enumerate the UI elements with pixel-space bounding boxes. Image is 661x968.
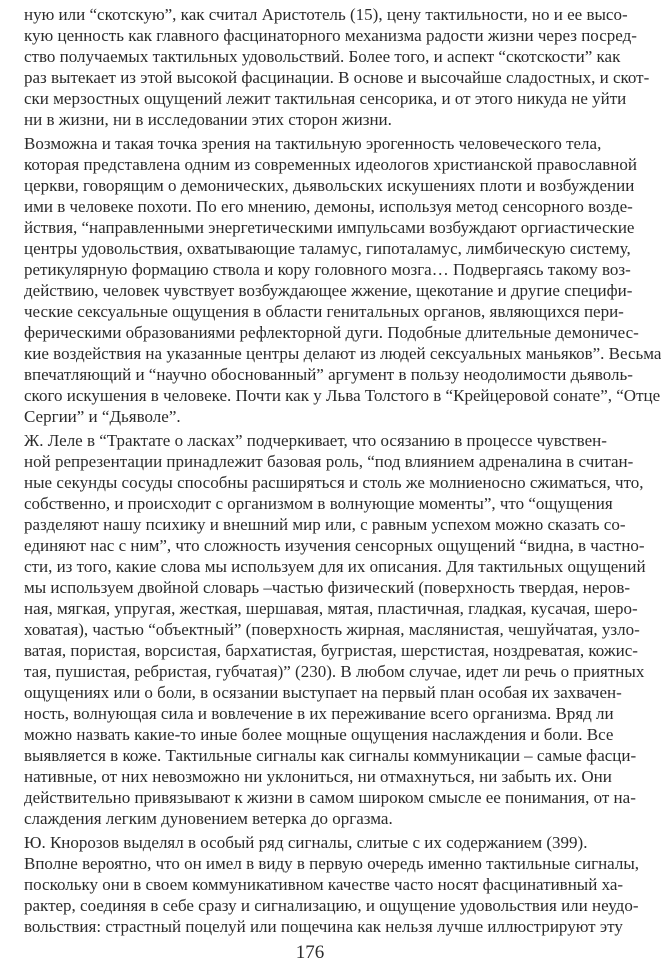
text-line: ферическими образованиями рефлекторной дуги. Подобные длительные демоничес- [24, 323, 639, 342]
text-line: собственно, и происходит с организмом в волнующие моменты”, что “ощущения [24, 494, 613, 513]
text-line: слаждения легким дуновением ветерка до оргазма. [24, 809, 393, 828]
text-line: ные секунды сосуды способны расширяться и столь же молниеносно сжиматься, что, [24, 473, 644, 492]
text-line: центры удовольствия, охватывающие таламус, гипоталамус, лимбическую систему, [24, 239, 631, 258]
text-line: ни в жизни, ни в исследовании этих сторон жизни. [24, 110, 392, 129]
text-line: йствия, “направленными энергетическими импульсами возбуждают оргиастические [24, 218, 635, 237]
text-line: ность, волнующая сила и вовлечение в их переживание всего организма. Вряд ли [24, 704, 614, 723]
text-line: ского искушения в человеке. Почти как у Льва Толстого в “Крейцеровой сонате”, “Отце [24, 386, 661, 405]
text-line: Ж. Леле в “Трактате о ласках” подчеркивает, что осязанию в процессе чувствен- [24, 431, 607, 450]
text-line: ховатая), частью “объектный” (поверхность жирная, маслянистая, чешуйчатая, узло- [24, 620, 640, 639]
text-line: ную или “скотскую”, как считал Аристотель (15), цену тактильности, но и ее высо- [24, 5, 628, 24]
text-line: вольствия: страстный поцелуй или пощечина как нельзя лучше иллюстрируют эту [24, 917, 623, 936]
text-line: ной репрезентации принадлежит базовая роль, “под влиянием адреналина в считан- [24, 452, 634, 471]
text-line: действительно привязывают к жизни в самом широком смысле ее понимания, от на- [24, 788, 636, 807]
text-line: действию, человек чувствует возбуждающее жжение, щекотание и другие специфи- [24, 281, 633, 300]
text-line: ство получаемых тактильных удовольствий. Более того, и аспект “скотскости” как [24, 47, 621, 66]
text-line: ная, мягкая, упругая, жесткая, шершавая, мятая, пластичная, гладкая, кусачая, шеро- [24, 599, 638, 618]
text-line: разделяют нашу психику и внешний мир или, с равным успехом можно сказать со- [24, 515, 626, 534]
text-line: Возможна и такая точка зрения на тактильную эрогенность человеческого тела, [24, 134, 602, 153]
text-line: Вполне вероятно, что он имел в виду в первую очередь именно тактильные сигналы, [24, 854, 640, 873]
text-line: кие воздействия на указанные центры делают из людей сексуальных маньяков”. Весьма [24, 344, 661, 363]
text-line: кую ценность как главного фасцинаторного механизма радости жизни через посред- [24, 26, 637, 45]
text-line: выявляется в коже. Тактильные сигналы как сигналы коммуникации – самые фасци- [24, 746, 637, 765]
text-line: ватая, пористая, ворсистая, бархатистая, бугристая, шерстистая, ноздреватая, кожис- [24, 641, 638, 660]
text-line: можно назвать какие-то иные более мощные ощущения наслаждения и боли. Все [24, 725, 614, 744]
text-line: церкви, говорящим о демонических, дьявольских искушениях плоти и возбуждении [24, 176, 635, 195]
body-text [24, 4, 661, 937]
text-line: поскольку они в своем коммуникативном качестве часто носят фасцинативный ха- [24, 875, 624, 894]
text-line: Сергии” и “Дьяволе”. [24, 407, 181, 426]
text-line: рактер, соединяя в себе сразу и сигнализацию, и ощущение удовольствия или неудо- [24, 896, 639, 915]
text-line: ческие сексуальные ощущения в области генитальных органов, являющихся пери- [24, 302, 624, 321]
text-line: ощущениях или о боли, в осязании выступает на первый план особая их захвачен- [24, 683, 622, 702]
text-line: ски мерзостных ощущений лежит тактильная сенсорика, и от этого никуда не уйти [24, 89, 627, 108]
text-line: единяют нас с ним”, что сложность изучения сенсорных ощущений “видна, в частно- [24, 536, 645, 555]
text-line: Ю. Кнорозов выделял в особый ряд сигналы, слитые с их содержанием (399). [24, 833, 588, 852]
text-line: нативные, от них невозможно ни уклониться, ни отмахнуться, ни забыть их. Они [24, 767, 612, 786]
text-line: ретикулярную формацию ствола и кору головного мозга… Подвергаясь такому воз- [24, 260, 631, 279]
text-line: ими в человеке похоти. По его мнению, демоны, используя метод сенсорного возде- [24, 197, 633, 216]
text-line: которая представлена одним из современных идеологов христианской православной [24, 155, 637, 174]
text-line: раз вытекает из этой высокой фасцинации. В основе и высочайше сладостных, и скот- [24, 68, 650, 87]
text-line: впечатляющий и “научно обоснованный” аргумент в пользу неодолимости дьяволь- [24, 365, 633, 384]
text-line: мы используем двойной словарь –частью физический (поверхность твердая, неров- [24, 578, 631, 597]
text-line: тая, пушистая, ребристая, губчатая)” (230). В любом случае, идет ли речь о приятных [24, 662, 645, 681]
page-number: 176 [295, 942, 325, 963]
text-line: сти, из того, какие слова мы используем для их описания. Для тактильных ощущений [24, 557, 646, 576]
